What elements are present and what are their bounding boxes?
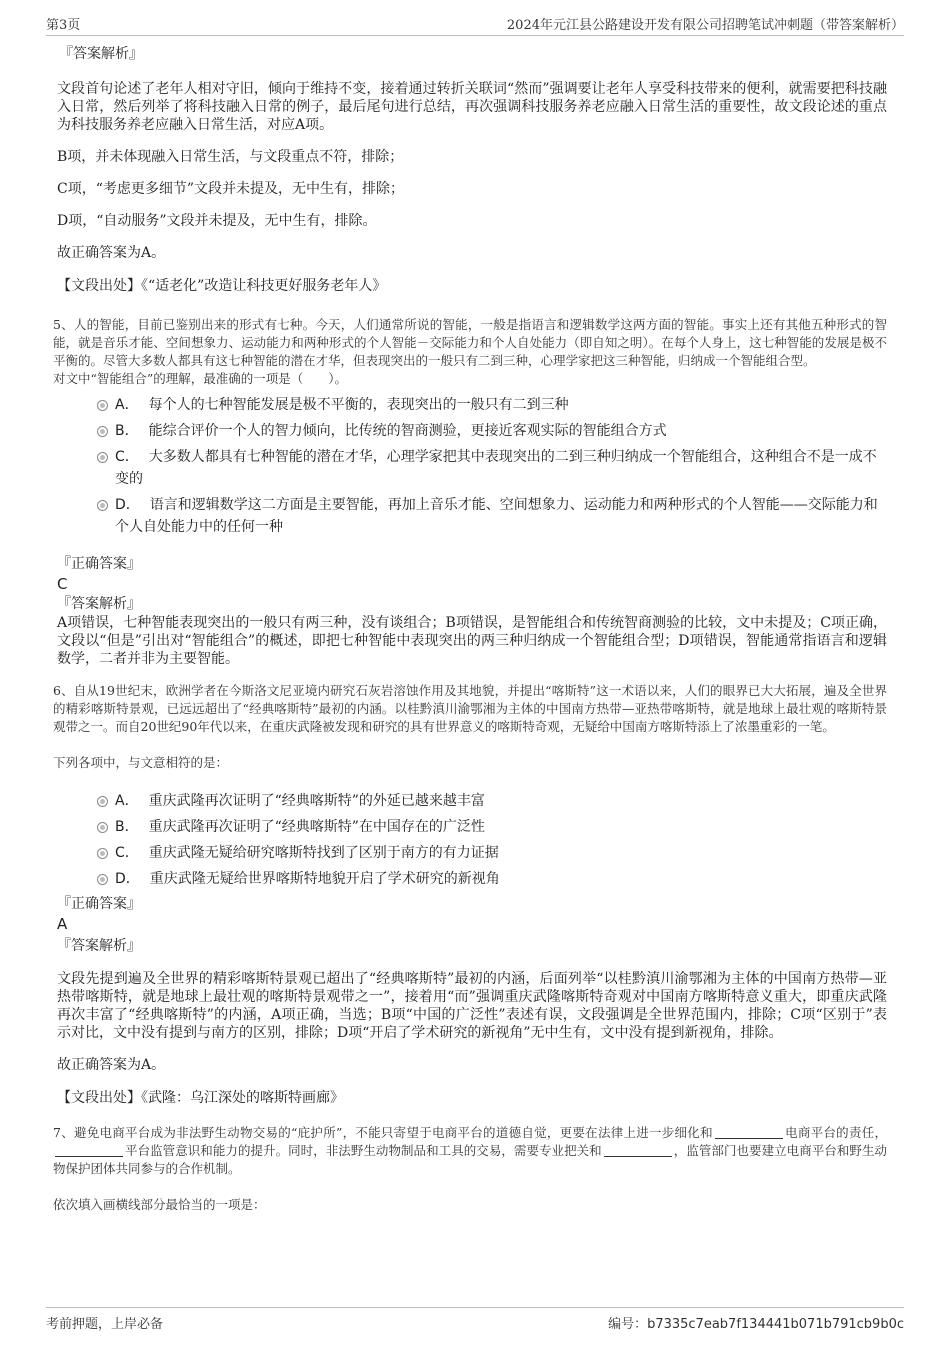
conclusion: 故正确答案为A。 bbox=[57, 245, 166, 261]
correct-answer-label: 『正确答案』 bbox=[57, 896, 141, 912]
question-7-prompt: 依次填入画横线部分最恰当的一项是： bbox=[53, 1197, 266, 1212]
fill-blank-3[interactable] bbox=[604, 1143, 672, 1157]
document-title: 2024年元江县公路建设开发有限公司招聘笔试冲刺题（带答案解析） bbox=[506, 18, 904, 33]
analysis-text: 文段先提到遍及全世界的精彩喀斯特景观已超出了“经典喀斯特”最初的内涵，后面列举“以桂黔滇川渝鄂湘为主体的中国南方热带—亚热带喀斯特，就是地球上最壮观的喀斯特景观带之一”，接着用“而”强调重庆武隆喀斯特奇观对中国南方喀斯特意义重大，即重庆武隆再次丰富了“经典喀斯特”的内涵，A项正确，当选；B项“中国的广泛性”表述有误，文段强调是全世界范围内，排除；C项“区别于”表示对比，文中没有提到与南方的区别，排除；D项“开启了学术研究的新视角”无中生有，文中没有提到新视角，排除。 bbox=[57, 971, 887, 1041]
footer-slogan: 考前押题，上岸必备 bbox=[46, 1317, 164, 1332]
option-a[interactable]: A． 每个人的七种智能发展是极不平衡的，表现突出的一般只有二到三种 bbox=[57, 394, 887, 416]
source-citation: 【文段出处】《“适老化”改造让科技更好服务老年人》 bbox=[57, 278, 387, 294]
radio-icon[interactable] bbox=[97, 848, 108, 859]
analysis-label: 『答案解析』 bbox=[57, 596, 141, 612]
conclusion: 故正确答案为A。 bbox=[57, 1057, 166, 1073]
page-footer bbox=[46, 1307, 904, 1331]
radio-icon[interactable] bbox=[97, 400, 108, 411]
page-header bbox=[46, 8, 904, 36]
radio-icon[interactable] bbox=[97, 452, 108, 463]
question-6-options bbox=[57, 790, 887, 890]
footer-code: 编号：b7335c7eab7f134441b071b791cb9b0c bbox=[608, 1317, 904, 1332]
analysis-d: D项，“自动服务”文段并未提及，无中生有，排除。 bbox=[57, 213, 377, 229]
radio-icon[interactable] bbox=[97, 874, 108, 885]
option-d[interactable]: D． 重庆武隆无疑给世界喀斯特地貌开启了学术研究的新视角 bbox=[57, 868, 887, 890]
correct-answer-label: 『正确答案』 bbox=[57, 556, 141, 572]
question-6-text: 6、自从19世纪末，欧洲学者在今斯洛文尼亚境内研究石灰岩溶蚀作用及其地貌，并提出“喀斯特”这一术语以来，人们的眼界已大大拓展，遍及全世界的精彩喀斯特景观，已远远超出了“经典喀斯特”最初的内涵。以桂黔滇川渝鄂湘为主体的中国南方热带—亚热带喀斯特，就是地球上最壮观的喀斯特景观带之一。而自20世纪90年代以来，在重庆武隆被发现和研究的具有世界意义的喀斯特奇观，无疑给中国南方喀斯特添上了浓墨重彩的一笔。 bbox=[53, 683, 887, 734]
option-a[interactable]: A． 重庆武隆再次证明了“经典喀斯特”的外延已越来越丰富 bbox=[57, 790, 887, 812]
question-5-text: 5、人的智能，目前已鉴别出来的形式有七种。今天，人们通常所说的智能，一般是指语言和逻辑数学这两方面的智能。事实上还有其他五种形式的智能，就是音乐才能、空间想象力、运动能力和两种形式的个人智能－交际能力和个人自处能力（即自知之明）。在每个人身上，这七种智能的发展是极不平衡的。尽管大多数人都具有这七种智能的潜在才华，但表现突出的一般只有二到三种，心理学家把这三种智能，归纳成一个智能组合型。 bbox=[53, 317, 887, 368]
option-c[interactable]: C． 大多数人都具有七种智能的潜在才华，心理学家把其中表现突出的二到三种归纳成一个智能组合，这种组合不是一成不变的 bbox=[57, 446, 887, 490]
page-number: 第3页 bbox=[46, 18, 81, 33]
source-citation: 【文段出处】《武隆：乌江深处的喀斯特画廊》 bbox=[57, 1090, 344, 1106]
analysis-label: 『答案解析』 bbox=[57, 938, 141, 954]
question-6-prompt: 下列各项中，与文意相符的是： bbox=[53, 755, 229, 770]
fill-blank-1[interactable] bbox=[715, 1125, 783, 1139]
analysis-text: A项错误，七种智能表现突出的一般只有两三种，没有谈组合；B项错误，是智能组合和传统智商测验的比较，文中未提及；C项正确，文段以“但是”引出对“智能组合”的概述，即把七种智能中表现突出的两三种归纳成一个智能组合型；D项错误，智能通常指语言和逻辑数学，二者并非为主要智能。 bbox=[57, 615, 887, 667]
option-b[interactable]: B． 重庆武隆再次证明了“经典喀斯特”在中国存在的广泛性 bbox=[57, 816, 887, 838]
option-c[interactable]: C． 重庆武隆无疑给研究喀斯特找到了区别于南方的有力证据 bbox=[57, 842, 887, 864]
correct-answer: A bbox=[57, 915, 68, 933]
question-5-options bbox=[57, 394, 887, 538]
radio-icon[interactable] bbox=[97, 426, 108, 437]
correct-answer: C bbox=[57, 575, 68, 593]
analysis-c: C项，“考虑更多细节”文段并未提及，无中生有，排除； bbox=[57, 181, 405, 197]
radio-icon[interactable] bbox=[97, 796, 108, 807]
option-b[interactable]: B． 能综合评价一个人的智力倾向，比传统的智商测验，更接近客观实际的智能组合方式 bbox=[57, 420, 887, 442]
analysis-b: B项，并未体现融入日常生活，与文段重点不符，排除； bbox=[57, 149, 404, 165]
analysis-label: 『答案解析』 bbox=[59, 46, 143, 62]
question-5-prompt: 对文中“智能组合”的理解，最准确的一项是（ ）。 bbox=[53, 371, 348, 386]
analysis-text: 文段首句论述了老年人相对守旧，倾向于维持不变，接着通过转折关联词“然而”强调要让老年人享受科技带来的便利，就需要把科技融入日常，然后列举了将科技融入日常的例子，最后尾句进行总结，再次强调科技服务养老应融入日常生活的重要性，故文段论述的重点为科技服务养老应融入日常生活，对应A项。 bbox=[57, 81, 887, 133]
radio-icon[interactable] bbox=[97, 500, 108, 511]
question-7-text: 7、避免电商平台成为非法野生动物交易的“庇护所”，不能只寄望于电商平台的道德自觉，更要在法律上进一步细化和 电商平台的责任，平台监管意识和能力的提升。同时，非法野生动物制品和工具的交易，需要专业把关和 ，监管部门也要建立电商平台和野生动物保护团体共同参与的合作机制。 bbox=[53, 1125, 887, 1176]
document-body bbox=[53, 44, 887, 1214]
radio-icon[interactable] bbox=[97, 822, 108, 833]
option-d[interactable]: D． 语言和逻辑数学这二方面是主要智能，再加上音乐才能、空间想象力、运动能力和两种形式的个人智能——交际能力和个人自处能力中的任何一种 bbox=[57, 494, 887, 538]
fill-blank-2[interactable] bbox=[55, 1143, 123, 1157]
